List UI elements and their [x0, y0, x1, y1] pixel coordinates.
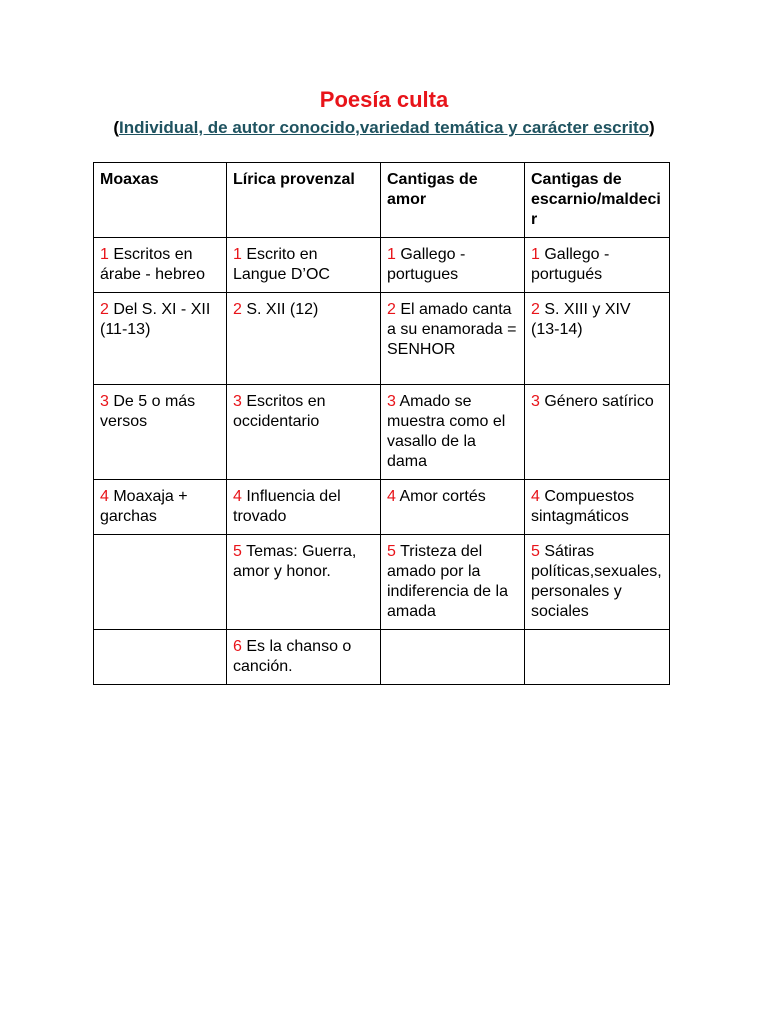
item-number: 3	[100, 393, 109, 410]
table-cell-empty	[94, 535, 227, 630]
table-cell	[525, 238, 670, 293]
table-cell-empty	[94, 630, 227, 685]
item-number: 6	[233, 638, 242, 655]
item-text: Temas: Guerra, amor y honor.	[233, 543, 357, 580]
item-number: 5	[233, 543, 242, 560]
item-text: Amor cortés	[395, 488, 486, 505]
item-text: Moaxaja + garchas	[100, 488, 188, 525]
table-cell	[525, 385, 670, 480]
table-cell	[227, 535, 381, 630]
item-number: 2	[387, 301, 396, 318]
item-text: Sátiras políticas,sexuales, personales y sociales	[531, 543, 662, 620]
item-text: Influencia del trovado	[233, 488, 341, 525]
table-cell	[381, 238, 525, 293]
item-text: De 5 o más versos	[100, 393, 196, 430]
item-text: Género satírico	[539, 393, 654, 410]
subtitle-open-paren: (	[113, 118, 119, 137]
item-text: Amado se muestra como el vasallo de la dama	[387, 393, 506, 470]
item-number: 2	[531, 301, 540, 318]
item-text: S. XII (12)	[241, 301, 319, 318]
item-text: El amado canta a su enamorada = SENHOR	[387, 301, 517, 358]
table-cell	[227, 480, 381, 535]
item-number: 4	[531, 488, 540, 505]
table-cell-empty	[381, 630, 525, 685]
table-cell-empty	[525, 630, 670, 685]
item-text: Es la chanso o canción.	[233, 638, 352, 675]
table-cell	[94, 385, 227, 480]
item-text: Escritos en árabe - hebreo	[100, 246, 205, 283]
table-cell	[525, 293, 670, 385]
table-row	[94, 630, 670, 685]
header-lirica-provenzal: Lírica provenzal	[227, 163, 381, 238]
table-row	[94, 480, 670, 535]
item-number: 4	[100, 488, 109, 505]
comparison-table	[93, 162, 670, 685]
document-title: Poesía culta	[319, 87, 449, 112]
item-number: 5	[387, 543, 396, 560]
subtitle-link[interactable]: Individual, de autor conocido,variedad temática y carácter escrito	[118, 118, 649, 137]
table-row	[94, 535, 670, 630]
item-text: Escrito en Langue D’OC	[233, 246, 330, 283]
table-cell	[94, 480, 227, 535]
table-cell	[381, 535, 525, 630]
table-cell	[525, 535, 670, 630]
table-header-row	[94, 163, 670, 238]
item-number: 4	[387, 488, 396, 505]
header-moaxas: Moaxas	[94, 163, 227, 238]
header-cantigas-de-escarnio: Cantigas de escarnio/maldecir	[525, 163, 670, 238]
table-cell	[381, 385, 525, 480]
item-number: 2	[100, 301, 109, 318]
item-number: 4	[233, 488, 242, 505]
item-text: Compuestos sintagmáticos	[531, 488, 635, 525]
subtitle-close-paren: )	[649, 118, 655, 137]
table-cell	[525, 480, 670, 535]
item-text: Del S. XI - XII (11-13)	[100, 301, 211, 338]
item-text: Gallego - portugués	[531, 246, 610, 283]
item-text: Tristeza del amado por la indiferencia de la amada	[387, 543, 508, 620]
table-cell	[227, 385, 381, 480]
table-row	[94, 293, 670, 385]
item-number: 3	[233, 393, 242, 410]
table-cell	[94, 293, 227, 385]
item-number: 1	[233, 246, 242, 263]
item-text: Gallego - portugues	[387, 246, 466, 283]
header-cantigas-de-amor: Cantigas de amor	[381, 163, 525, 238]
table-cell	[381, 293, 525, 385]
table-cell	[227, 238, 381, 293]
item-number: 3	[531, 393, 540, 410]
table-cell	[227, 630, 381, 685]
table-cell	[227, 293, 381, 385]
item-number: 3	[387, 393, 396, 410]
item-number: 5	[531, 543, 540, 560]
table-cell	[94, 238, 227, 293]
item-number: 1	[531, 246, 540, 263]
item-number: 1	[387, 246, 396, 263]
item-number: 2	[233, 301, 242, 318]
table-row	[94, 238, 670, 293]
table-row	[94, 385, 670, 480]
item-number: 1	[100, 246, 109, 263]
table-cell	[381, 480, 525, 535]
item-text: S. XIII y XIV (13-14)	[531, 301, 631, 338]
item-text: Escritos en occidentario	[233, 393, 326, 430]
document-subtitle	[0, 117, 768, 139]
